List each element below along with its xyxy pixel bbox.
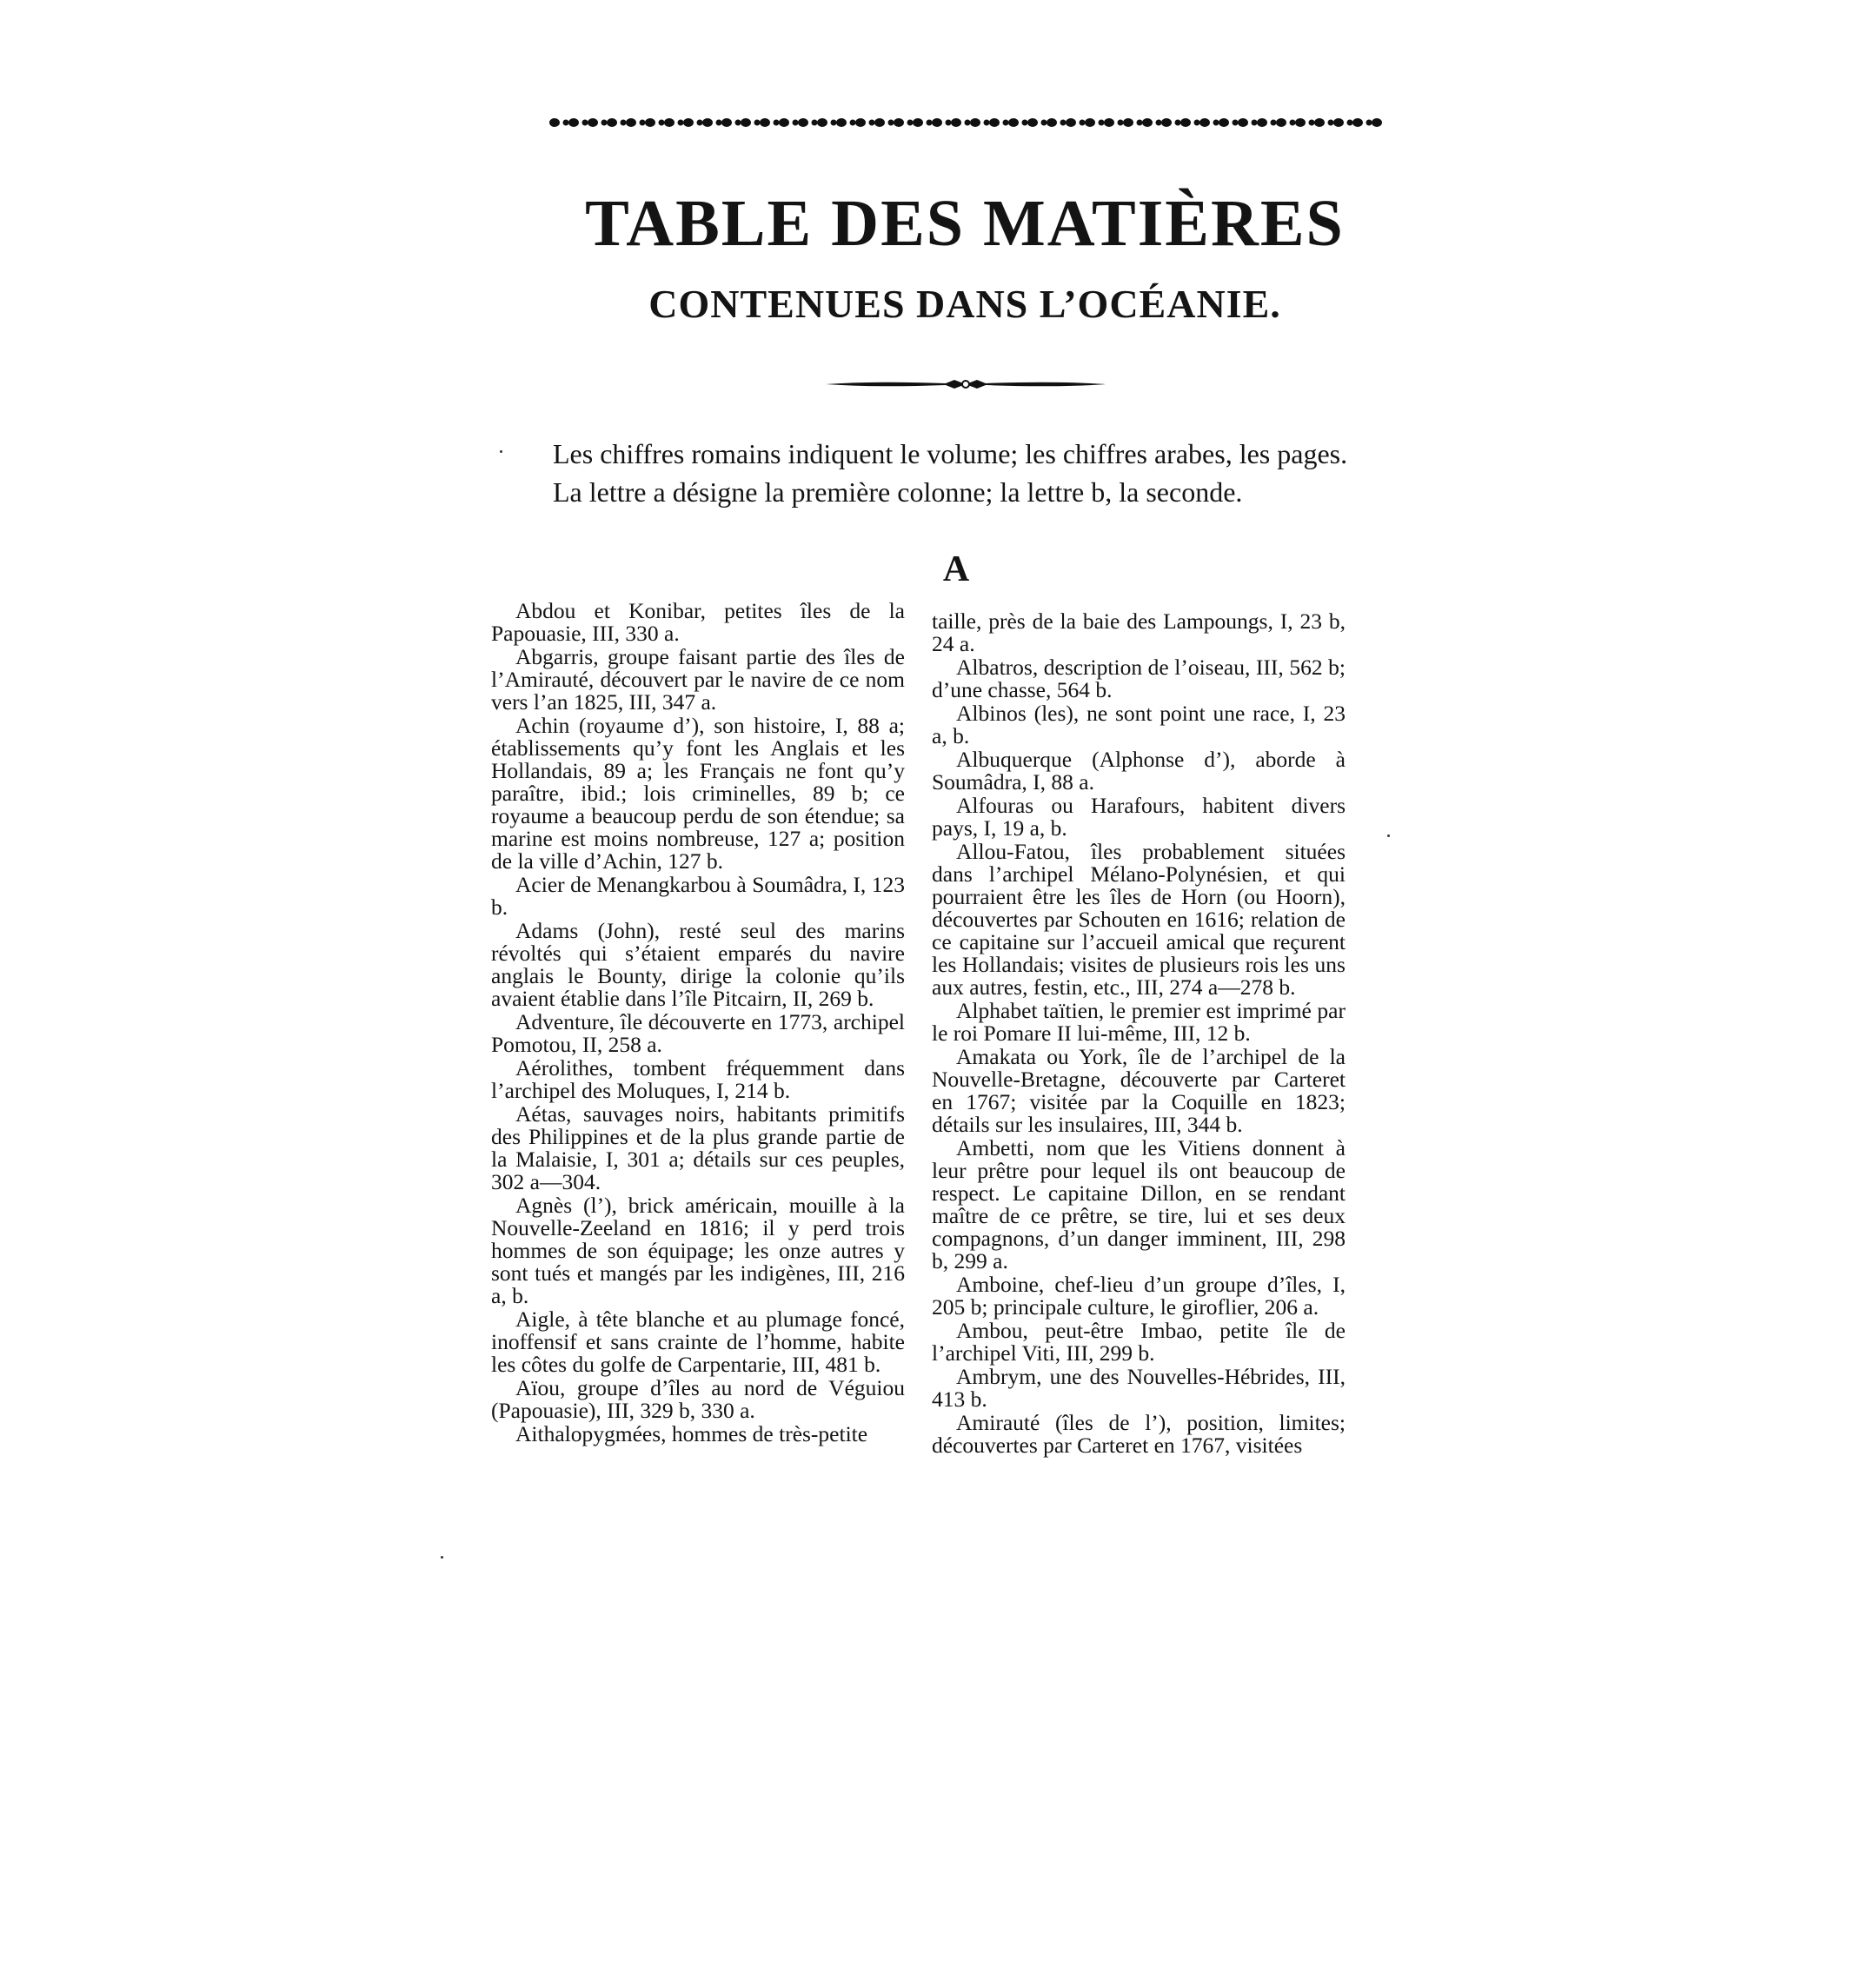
ornament-bead (1066, 118, 1076, 127)
ornament-bead (1008, 118, 1019, 127)
ornament-bead (659, 120, 665, 126)
ornament-bead (989, 118, 1000, 127)
ornament-bead (735, 120, 741, 126)
ornament-bead (1080, 120, 1086, 126)
ornament-bead (1347, 120, 1353, 126)
ornament-bead (1104, 118, 1114, 127)
ornament-bead (607, 118, 617, 127)
ornament-bead (1085, 118, 1095, 127)
ornament-bead (568, 118, 579, 127)
ornament-bead (869, 120, 875, 126)
ornament-bead (850, 120, 856, 126)
ornament-bead (1372, 118, 1382, 127)
ornament-bead (1194, 120, 1200, 126)
ornament-bead (549, 118, 560, 127)
index-entry: Ambetti, nom que les Vitiens donnent à leur prêtre pour lequel ils ont beaucoup de respect. Le capitaine Dillon, en se rendant maître de ce prêtre, se tire, lui et ses deux compagnons, d’un danger imminent, III, 298 b, 299 a. (932, 1135, 1346, 1273)
ornament-bead (702, 118, 713, 127)
ornament-bead (697, 120, 703, 126)
index-entry: Acier de Menangkarbou à Soumâdra, I, 123 b. (491, 872, 905, 920)
ornament-bead (984, 120, 990, 126)
index-entry: Alfouras ou Harafours, habitent divers pays, I, 19 a, b. (932, 793, 1346, 841)
ornament-bead (1123, 118, 1133, 127)
index-entry: Amboine, chef-lieu d’un groupe d’îles, I, 205 b; principale culture, le giroflier, 206 a. (932, 1272, 1346, 1320)
index-entry: Albatros, description de l’oiseau, III, 562 b; d’une chasse, 564 b. (932, 655, 1346, 702)
ornament-bead (1366, 120, 1372, 126)
ornament-bead (1161, 118, 1172, 127)
ornament-bead (1099, 120, 1105, 126)
ornament-bead (817, 118, 827, 127)
ornament-bead (1219, 118, 1229, 127)
ornament-bead (1290, 120, 1296, 126)
ornament-bead (1276, 118, 1286, 127)
ornament-bead (563, 120, 569, 126)
index-entry: Abdou et Konibar, petites îles de la Papouasie, III, 330 a. (491, 598, 905, 646)
index-entry: Amirauté (îles de l’), position, limites; découvertes par Carteret en 1767, visitées (932, 1410, 1346, 1458)
ornament-bead (888, 120, 894, 126)
ornament-bead (664, 118, 674, 127)
index-entry: Adventure, île découverte en 1773, archipel Pomotou, II, 258 a. (491, 1009, 905, 1057)
ornament-bead (951, 118, 961, 127)
ornament-bead (1271, 120, 1277, 126)
speck-mark (1387, 834, 1390, 837)
section-letter: A (942, 549, 970, 589)
ornament-bead (626, 118, 636, 127)
ornament-bead (965, 120, 971, 126)
ornament-bead (970, 118, 980, 127)
index-entry: Ambou, peut-être Imbao, petite île de l’archipel Viti, III, 299 b. (932, 1318, 1346, 1366)
ornament-bead (1252, 120, 1258, 126)
ornament-bead (621, 120, 627, 126)
ornament-bead (1333, 118, 1344, 127)
ornament-bead (907, 120, 914, 126)
ornament-bead (601, 120, 608, 126)
index-entry: Ambrym, une des Nouvelles-Hébrides, III, 413 b. (932, 1364, 1346, 1412)
index-entry: Adams (John), resté seul des marins révoltés qui s’étaient emparés du navire anglais le Bounty, dirige la colonie qu’ils avaient établie dans l’île Pitcairn, II, 269 b. (491, 918, 905, 1011)
ornament-bead (1027, 118, 1038, 127)
ornament-bead (1233, 120, 1239, 126)
page-subtitle: CONTENUES DANS L’OCÉANIE. (648, 282, 1281, 326)
ornament-bead (1022, 120, 1028, 126)
ornament-bead (1180, 118, 1191, 127)
top-ornament-border (549, 113, 1386, 132)
ornament-bead (798, 118, 808, 127)
index-entry: Albuquerque (Alphonse d’), aborde à Soumâdra, I, 88 a. (932, 747, 1346, 795)
ornament-bead (678, 120, 684, 126)
ornament-bead (874, 118, 885, 127)
ornament-bead (836, 118, 847, 127)
index-entry: Aétas, sauvages noirs, habitants primitifs des Philippines et de la plus grande partie de la Malaisie, I, 301 a; détails sur ces peuples, 302 a—304. (491, 1101, 905, 1194)
ornament-bead (812, 120, 818, 126)
ornament-bead (1238, 118, 1248, 127)
ornament-bead (927, 120, 933, 126)
ornament-bead (1060, 120, 1067, 126)
ornament-bead (582, 120, 588, 126)
left-column (491, 600, 905, 1446)
speck-mark (500, 450, 502, 453)
ornament-bead (774, 120, 780, 126)
ornament-bead (831, 120, 837, 126)
ornament-bead (1309, 120, 1315, 126)
index-entry: Aithalopygmées, hommes de très-petite (515, 1421, 868, 1446)
ornament-bead (721, 118, 732, 127)
ornament-bead (932, 118, 942, 127)
index-entry: Amakata ou York, île de l’archipel de la Nouvelle-Bretagne, découverte par Carteret en 1767; visitée par la Coquille en 1823; détails sur les insulaires, III, 344 b. (932, 1044, 1346, 1137)
index-entry: Aigle, à tête blanche et au plumage foncé, inoffensif et sans crainte de l’homme, habite les côtes du golfe de Carpentarie, III, 481 b. (491, 1306, 905, 1377)
ornament-bead (1175, 120, 1181, 126)
ornament-bead (855, 118, 866, 127)
ornament-bead (645, 118, 655, 127)
ornament-bead (1352, 118, 1363, 127)
index-entry: Allou-Fatou, îles probablement situées dans l’archipel Mélano-Polynésien, et qui pourraient être les îles de Horn (ou Hoorn), découvertes par Schouten en 1616; relation de ce capitaine sur l’accueil amical que reçurent les Hollandais; visites de plusieurs rois les uns aux autres, festin, etc., III, 274 a—278 b. (932, 839, 1346, 1000)
index-entry: Agnès (l’), brick américain, mouille à la Nouvelle-Zeeland en 1816; il y perd trois hommes de son équipage; les onze autres y sont tués et mangés par les indigènes, III, 216 a, b. (491, 1193, 905, 1308)
ornament-bead (779, 118, 789, 127)
index-entry-continued: taille, près de la baie des Lampoungs, I, 23 b, 24 a. (932, 608, 1346, 656)
index-entry: Abgarris, groupe faisant partie des îles de l’Amirauté, découvert par le navire de ce nom vers l’an 1825, III, 347 a. (491, 644, 905, 715)
ornament-bead (1142, 118, 1153, 127)
ornament-bead (1041, 120, 1047, 126)
ornament-bead (760, 118, 770, 127)
ornament-bead (741, 118, 751, 127)
divider-ornament (824, 374, 1107, 395)
intro-note (553, 435, 1370, 511)
ornament-bead (1257, 118, 1267, 127)
ornament-bead (894, 118, 904, 127)
ornament-bead (683, 118, 694, 127)
ornament-bead (793, 120, 799, 126)
ornament-bead (1213, 120, 1219, 126)
ornament-bead (1137, 120, 1143, 126)
ornament-bead (1003, 120, 1009, 126)
ornament-bead (1156, 120, 1162, 126)
speck-mark (441, 1556, 443, 1559)
ornament-bead (1328, 120, 1334, 126)
intro-line-1: Les chiffres romains indiquent le volume; les chiffres arabes, les pages. (553, 438, 1348, 469)
ornament-bead (588, 118, 598, 127)
ornament-bead (1047, 118, 1057, 127)
ornament-bead (913, 118, 923, 127)
index-entry: Achin (royaume d’), son histoire, I, 88 a; établissements qu’y font les Anglais et les Hollandais, 89 a; les Français ne font qu’y paraître, ibid.; lois criminelles, 89 b; ce royaume a beaucoup perdu de son étendue; sa marine est moins nombreuse, 127 a; position de la ville d’Achin, 127 b. (491, 713, 905, 874)
index-entry: Albinos (les), ne sont point une race, I, 23 a, b. (932, 701, 1346, 748)
ornament-bead (1199, 118, 1210, 127)
right-column (932, 610, 1346, 1458)
ornament-bead (754, 120, 761, 126)
ornament-bead (716, 120, 722, 126)
index-entry: Alphabet taïtien, le premier est imprimé par le roi Pomare II lui-même, III, 12 b. (932, 998, 1346, 1046)
ornament-bead (946, 120, 952, 126)
ornament-bead (1314, 118, 1325, 127)
index-entry: Aïou, groupe d’îles au nord de Véguiou (Papouasie), III, 329 b, 330 a. (491, 1375, 905, 1423)
ornament-bead (640, 120, 646, 126)
page-title: TABLE DES MATIÈRES (585, 187, 1345, 260)
ornament-bead (1118, 120, 1124, 126)
intro-line-2: La lettre a désigne la première colonne; la lettre b, la seconde. (553, 476, 1243, 508)
ornament-bead (1295, 118, 1306, 127)
index-entry: Aérolithes, tombent fréquemment dans l’archipel des Moluques, I, 214 b. (491, 1055, 905, 1103)
